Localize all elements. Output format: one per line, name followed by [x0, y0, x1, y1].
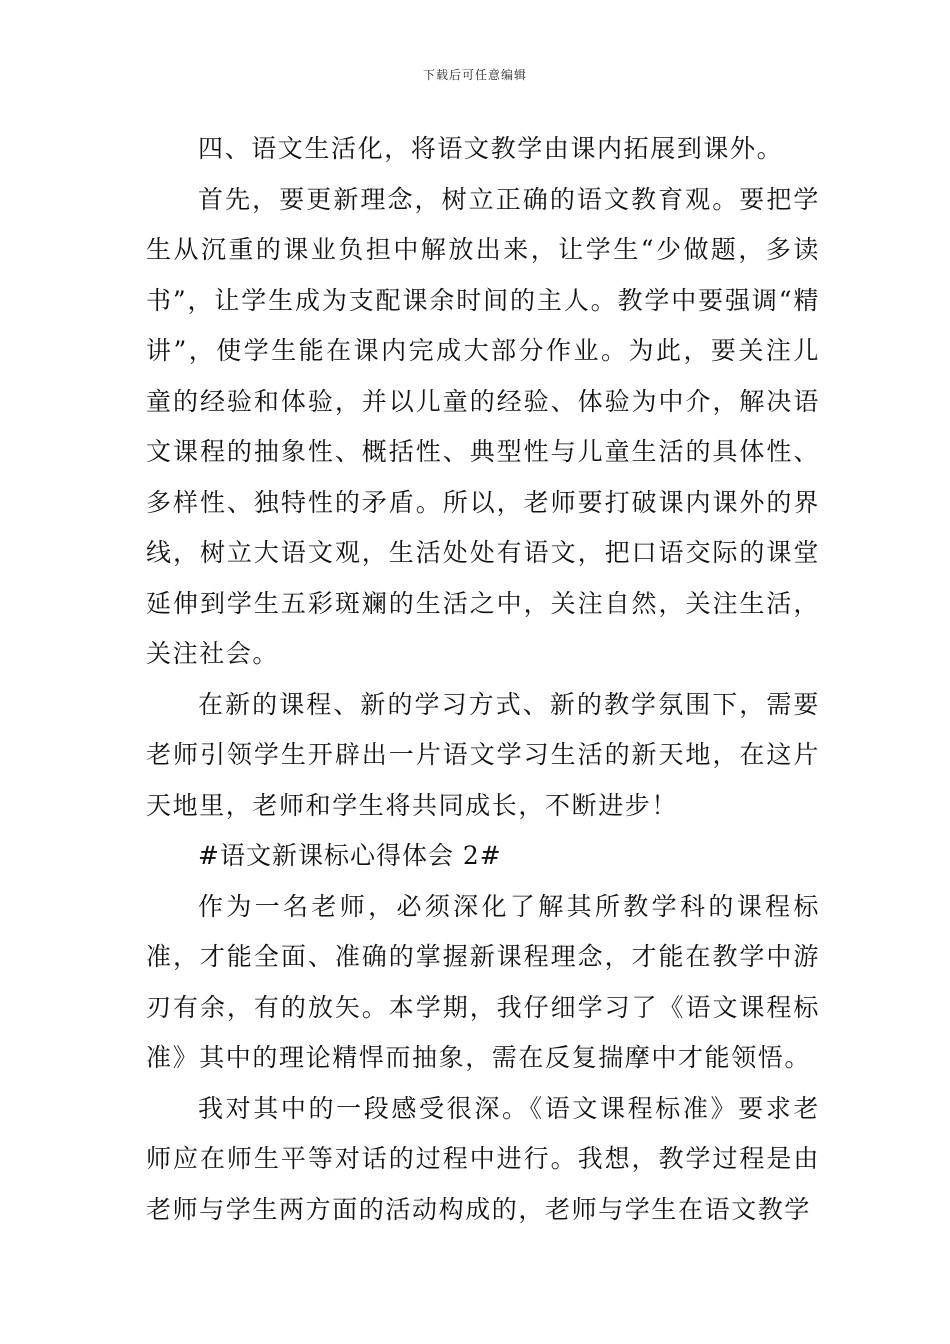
paragraph-first-update-concept: 首先，要更新理念，树立正确的语文教育观。要把学生从沉重的课业负担中解放出来，让学生“少做题，多读书”，让学生成为支配课余时间的主人。教学中要强调“精讲”，使学生能在课内完成大部分作业。为此，要关注儿童的经验和体验，并以儿童的经验、体验为中介，解决语文课程的抽象性、概括性、典型性与儿童生活的具体性、多样性、独特性的矛盾。所以，老师要打破课内课外的界线，树立大语文观，生活处处有语文，把口语交际的课堂延伸到学生五彩斑斓的生活之中，关注自然，关注生活，关注社会。 [146, 184, 820, 668]
page-header-note: 下载后可任意编辑 [422, 68, 527, 82]
paragraph-as-a-teacher: 作为一名老师，必须深化了解其所教学科的课程标准，才能全面、准确的掌握新课程理念，才能在教学中游刃有余，有的放矢。本学期，我仔细学习了《语文课程标准》其中的理论精悍而抽象，需在反复揣摩中才能领悟。 [146, 891, 820, 1072]
paragraph-deep-impression: 我对其中的一段感受很深。《语文课程标准》要求老师应在师生平等对话的过程中进行。我想，教学过程是由老师与学生两方面的活动构成的，老师与学生在语文教学 [146, 1093, 820, 1224]
paragraph-section-four: 四、语文生活化，将语文教学由课内拓展到课外。 [198, 134, 784, 163]
paragraph-new-curriculum: 在新的课程、新的学习方式、新的教学氛围下，需要老师引领学生开辟出一片语文学习生活的新天地，在这片天地里，老师和学生将共同成长，不断进步！ [146, 689, 820, 820]
document-body [146, 124, 820, 1235]
section-heading-experience-2: #语文新课标心得体会 2# [198, 841, 502, 870]
